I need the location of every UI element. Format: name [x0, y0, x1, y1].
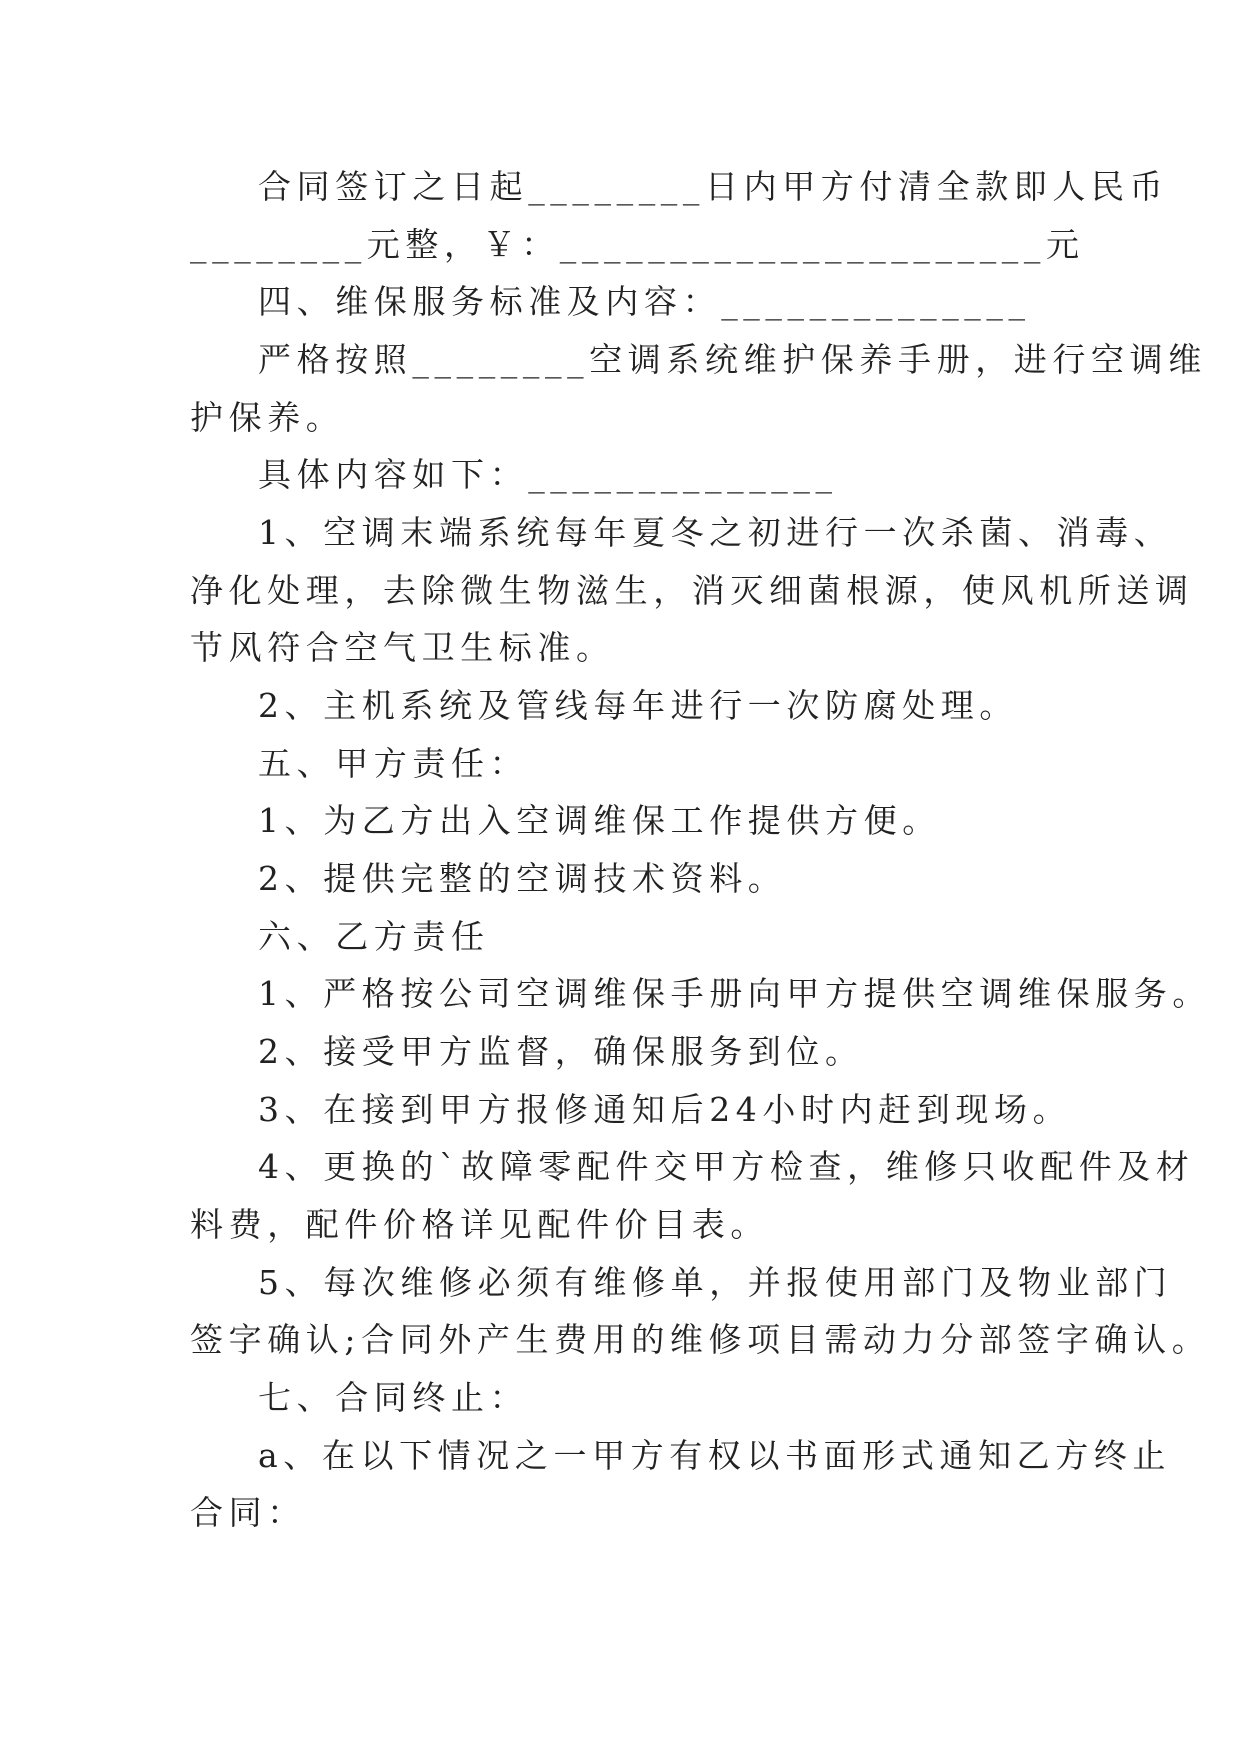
list-item: 1、为乙方出入空调维保工作提供方便。	[258, 801, 941, 840]
section-heading: 七、合同终止：	[258, 1378, 529, 1417]
list-item: 4、更换的`故障零配件交甲方检查，维修只收配件及材	[258, 1147, 1195, 1186]
section-heading: 五、甲方责任：	[258, 744, 529, 783]
section-heading: 六、乙方责任	[258, 917, 490, 956]
list-item: 2、提供完整的空调技术资料。	[258, 859, 787, 898]
paragraph-line: 合同签订之日起________日内甲方付清全款即人民币	[258, 167, 1169, 206]
list-item: 2、主机系统及管线每年进行一次防腐处理。	[258, 686, 1018, 725]
paragraph-line: 严格按照________空调系统维护保养手册，进行空调维	[258, 340, 1207, 379]
list-item: 2、接受甲方监督，确保服务到位。	[258, 1032, 864, 1071]
list-item: a、在以下情况之一甲方有权以书面形式通知乙方终止	[258, 1436, 1172, 1475]
paragraph-line: 签字确认;合同外产生费用的维修项目需动力分部签字确认。	[190, 1320, 1211, 1359]
section-heading: 四、维保服务标准及内容：______________	[258, 282, 1031, 321]
paragraph-line: 料费，配件价格详见配件价目表。	[190, 1205, 769, 1244]
list-item: 1、空调末端系统每年夏冬之初进行一次杀菌、消毒、	[258, 513, 1173, 552]
paragraph-line: 净化处理，去除微生物滋生，消灭细菌根源，使风机所送调	[190, 571, 1194, 610]
paragraph-line: 护保养。	[190, 398, 345, 437]
paragraph-line: ________元整，￥：______________________元	[190, 225, 1085, 264]
paragraph-line: 合同：	[190, 1493, 306, 1532]
list-item: 5、每次维修必须有维修单，并报使用部门及物业部门	[258, 1263, 1173, 1302]
paragraph-line: 节风符合空气卫生标准。	[190, 628, 615, 667]
paragraph-line: 具体内容如下：______________	[258, 455, 838, 494]
list-item: 1、严格按公司空调维保手册向甲方提供空调维保服务。	[258, 974, 1211, 1013]
list-item: 3、在接到甲方报修通知后24小时内赶到现场。	[258, 1090, 1072, 1129]
